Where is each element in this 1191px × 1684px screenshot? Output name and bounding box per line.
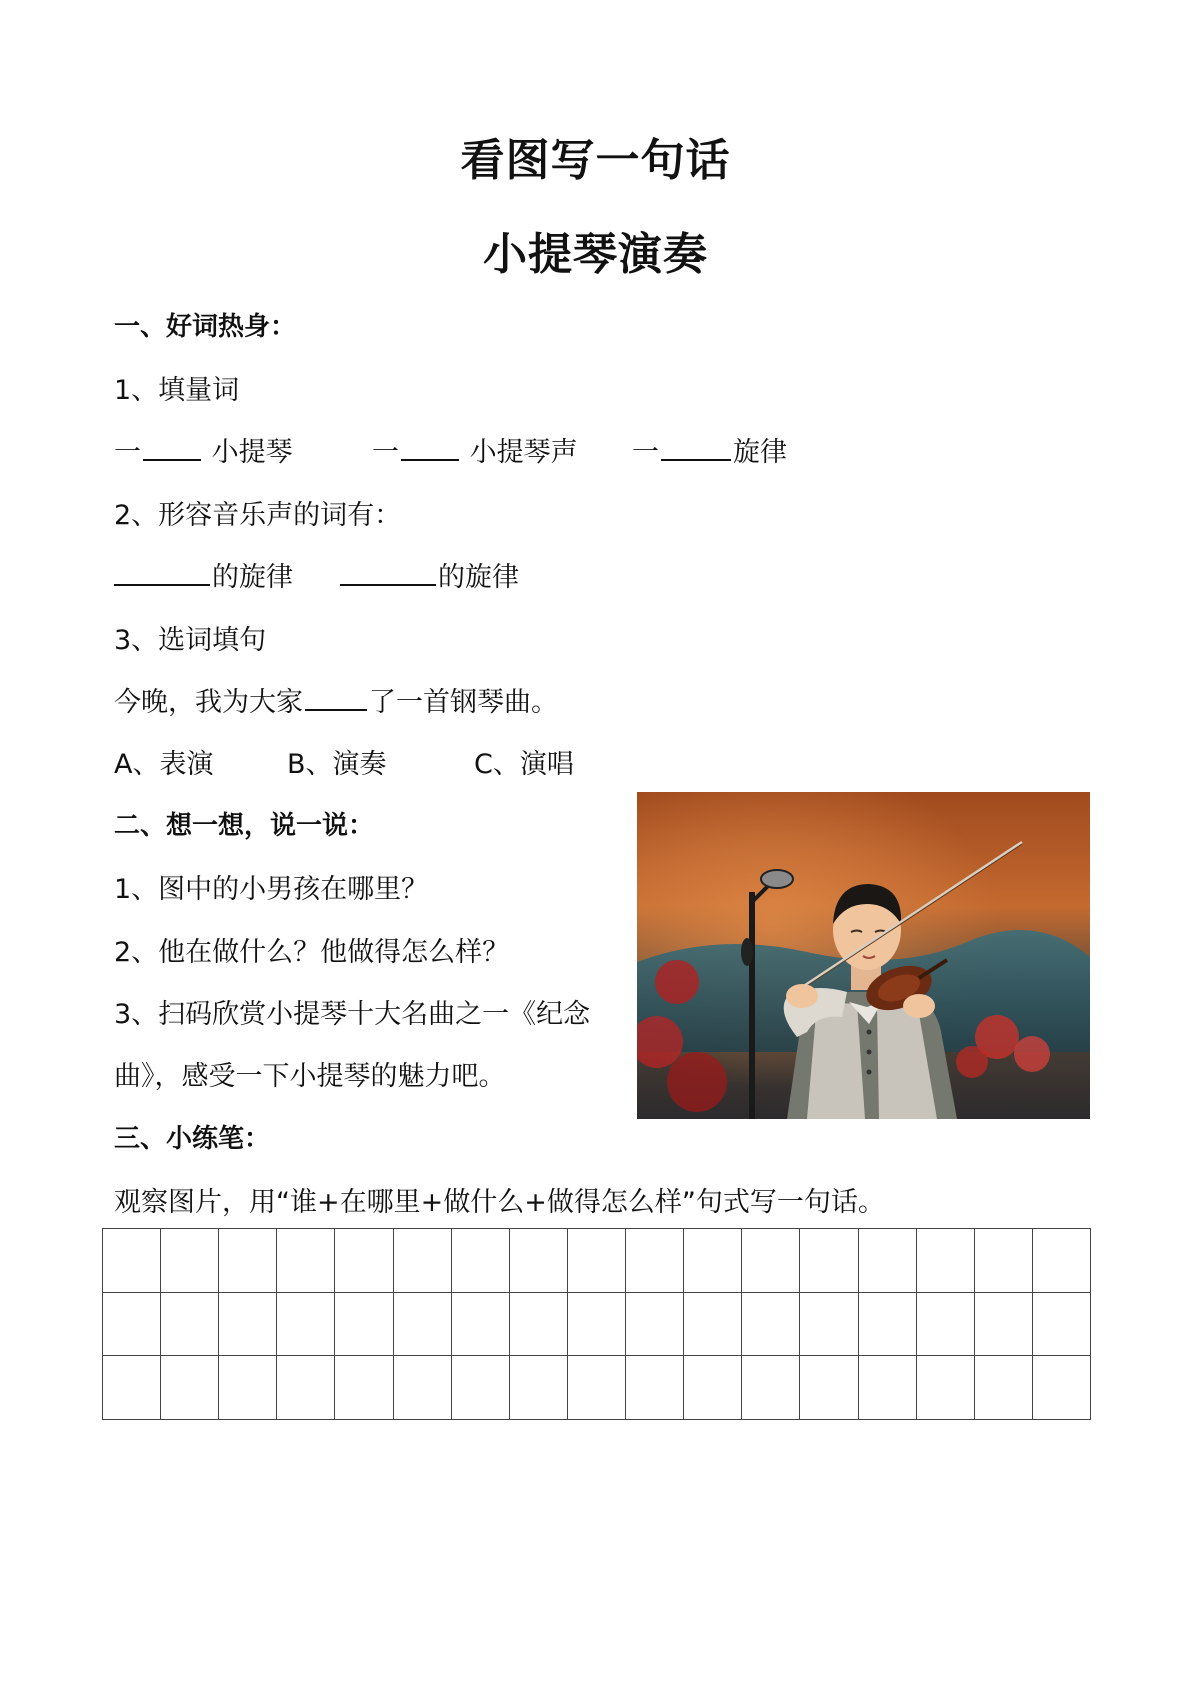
grid-cell[interactable] — [335, 1229, 393, 1293]
grid-cell[interactable] — [394, 1229, 452, 1293]
grid-cell[interactable] — [510, 1293, 568, 1357]
grid-cell[interactable] — [975, 1293, 1033, 1357]
grid-cell[interactable] — [161, 1229, 219, 1293]
grid-cell[interactable] — [103, 1229, 161, 1293]
adjective-item-2: 的旋律 — [340, 555, 519, 594]
grid-cell[interactable] — [219, 1229, 277, 1293]
grid-cell[interactable] — [568, 1293, 626, 1357]
grid-cell[interactable] — [452, 1293, 510, 1357]
grid-cell[interactable] — [917, 1293, 975, 1357]
q3-label: 3、选词填句 — [114, 625, 267, 656]
q1-label: 1、填量词 — [114, 375, 240, 406]
grid-cell[interactable] — [510, 1229, 568, 1293]
measure-word-row — [114, 430, 914, 466]
grid-cell[interactable] — [684, 1229, 742, 1293]
writing-instruction: 观察图片，用“谁+在哪里+做什么+做得怎么样”句式写一句话。 — [114, 1187, 885, 1218]
grid-cell[interactable] — [219, 1293, 277, 1357]
grid-cell[interactable] — [684, 1293, 742, 1357]
grid-cell[interactable] — [800, 1356, 858, 1420]
question-2: 2、他在做什么？他做得怎么样？ — [114, 937, 510, 968]
grid-cell[interactable] — [859, 1293, 917, 1357]
grid-cell[interactable] — [568, 1229, 626, 1293]
measure-item-1: 一 小提琴 — [114, 430, 293, 469]
grid-cell[interactable] — [277, 1229, 335, 1293]
grid-cell[interactable] — [219, 1356, 277, 1420]
adjective-item-1: 的旋律 — [114, 555, 293, 594]
blank-input[interactable] — [661, 433, 731, 461]
q3-options — [114, 742, 714, 778]
question-1: 1、图中的小男孩在哪里？ — [114, 874, 429, 905]
grid-cell[interactable] — [394, 1293, 452, 1357]
grid-cell[interactable] — [975, 1229, 1033, 1293]
question-3-line-1: 3、扫码欣赏小提琴十大名曲之一《纪念 — [114, 999, 591, 1030]
grid-cell[interactable] — [626, 1229, 684, 1293]
grid-cell[interactable] — [568, 1356, 626, 1420]
grid-cell[interactable] — [277, 1356, 335, 1420]
section1-heading: 一、好词热身： — [114, 312, 297, 342]
q3-sentence: 今晚，我为大家 了一首钢琴曲。 — [114, 680, 558, 719]
grid-cell[interactable] — [859, 1356, 917, 1420]
grid-cell[interactable] — [510, 1356, 568, 1420]
page-subtitle: 小提琴演奏 — [483, 229, 708, 280]
grid-cell[interactable] — [1033, 1229, 1091, 1293]
section3-heading: 三、小练笔： — [114, 1124, 271, 1154]
violin-boy-photo — [637, 792, 1090, 1119]
page-title: 看图写一句话 — [460, 135, 731, 186]
option-b: B、演奏 — [287, 749, 387, 780]
blank-input[interactable] — [305, 683, 367, 711]
blank-input[interactable] — [340, 558, 436, 586]
grid-cell[interactable] — [917, 1229, 975, 1293]
grid-cell[interactable] — [800, 1293, 858, 1357]
section2-heading: 二、想一想，说一说： — [114, 811, 375, 841]
question-3-line-2: 曲》，感受一下小提琴的魅力吧。 — [114, 1061, 506, 1092]
grid-cell[interactable] — [1033, 1356, 1091, 1420]
grid-cell[interactable] — [1033, 1293, 1091, 1357]
grid-cell[interactable] — [975, 1356, 1033, 1420]
grid-cell[interactable] — [742, 1356, 800, 1420]
blank-input[interactable] — [401, 433, 459, 461]
blank-input[interactable] — [114, 558, 210, 586]
grid-cell[interactable] — [161, 1293, 219, 1357]
grid-cell[interactable] — [335, 1293, 393, 1357]
grid-cell[interactable] — [452, 1229, 510, 1293]
blank-input[interactable] — [143, 433, 201, 461]
grid-cell[interactable] — [684, 1356, 742, 1420]
measure-item-2: 一 小提琴声 — [372, 430, 578, 469]
grid-cell[interactable] — [742, 1293, 800, 1357]
grid-cell[interactable] — [742, 1229, 800, 1293]
grid-cell[interactable] — [859, 1229, 917, 1293]
q2-label: 2、形容音乐声的词有： — [114, 500, 402, 531]
grid-cell[interactable] — [452, 1356, 510, 1420]
grid-cell[interactable] — [103, 1356, 161, 1420]
option-a: A、表演 — [114, 749, 214, 780]
grid-cell[interactable] — [335, 1356, 393, 1420]
grid-cell[interactable] — [161, 1356, 219, 1420]
adjective-row — [114, 555, 714, 591]
grid-cell[interactable] — [626, 1356, 684, 1420]
grid-cell[interactable] — [103, 1293, 161, 1357]
grid-cell[interactable] — [394, 1356, 452, 1420]
grid-cell[interactable] — [917, 1356, 975, 1420]
grid-cell[interactable] — [800, 1229, 858, 1293]
measure-item-3: 一 旋律 — [632, 430, 787, 469]
grid-cell[interactable] — [277, 1293, 335, 1357]
grid-cell[interactable] — [626, 1293, 684, 1357]
option-c: C、演唱 — [474, 749, 574, 780]
writing-grid — [102, 1228, 1091, 1420]
